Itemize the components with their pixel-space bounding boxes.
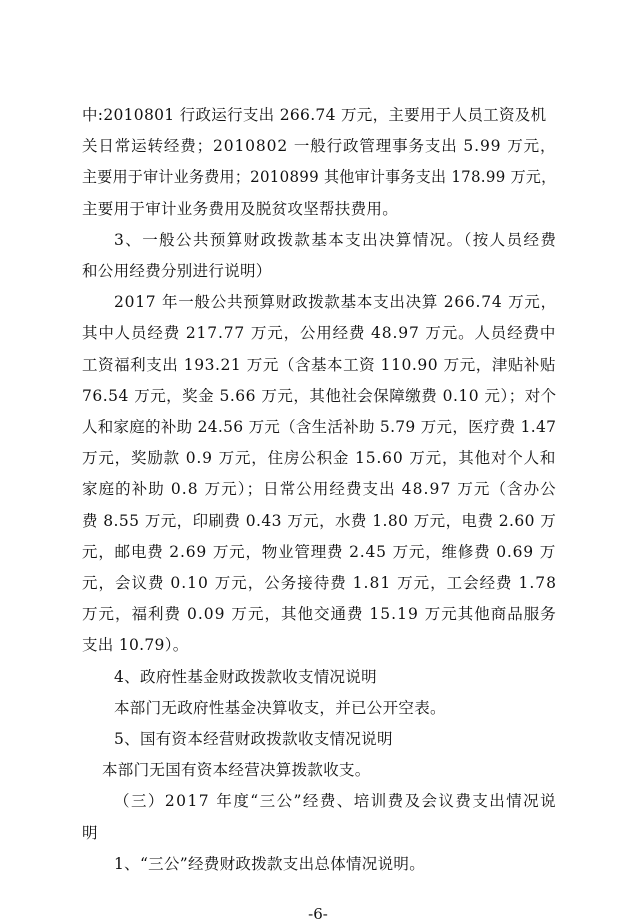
text-line: 费 8.55 万元，印刷费 0.43 万元，水费 1.80 万元，电费 2.60 万 [82, 511, 557, 530]
text-line: 2017 年一般公共预算财政拨款基本支出决算 266.74 万元， [114, 293, 557, 312]
text-line: 主要用于审计业务费用及脱贫攻坚帮扶费用。 [82, 199, 399, 218]
text-line: 本部门无国有资本经营决算拨款收支。 [102, 761, 371, 780]
text-line: 人和家庭的补助 24.56 万元（含生活补助 5.79 万元，医疗费 1.47 [82, 418, 557, 436]
text-line: 明 [82, 823, 98, 842]
section-heading: 4、政府性基金财政拨款收支情况说明 [114, 667, 377, 686]
text-line: 元，会议费 0.10 万元，公务接待费 1.81 万元，工会经费 1.78 [82, 574, 557, 592]
text-line: 其中人员经费 217.77 万元，公用经费 48.97 万元。人员经费中 [82, 324, 557, 343]
text-line: 关日常运转经费；2010802 一般行政管理事务支出 5.99 万元， [82, 137, 557, 156]
section-heading: （三）2017 年度“三公”经费、培训费及会议费支出情况说 [114, 792, 558, 811]
text-line: 工资福利支出 193.21 万元（含基本工资 110.90 万元，津贴补贴 [82, 355, 557, 374]
text-line: 万元，奖励款 0.9 万元，住房公积金 15.60 万元，其他对个人和 [82, 449, 557, 468]
section-heading: 3、一般公共预算财政拨款基本支出决算情况。（按人员经费 [114, 230, 558, 249]
text-line: 76.54 万元，奖金 5.66 万元，其他社会保障缴费 0.10 元）；对个 [82, 386, 557, 405]
section-heading: 1、“三公”经费财政拨款支出总体情况说明。 [114, 854, 426, 873]
page-number: -6- [308, 905, 328, 923]
section-heading: 5、国有资本经营财政拨款收支情况说明 [114, 730, 393, 748]
text-line: 万元，福利费 0.09 万元，其他交通费 15.19 万元其他商品服务 [82, 605, 557, 624]
text-line: 和公用经费分别进行说明） [82, 262, 272, 280]
text-line: 主要用于审计业务费用；2010899 其他审计事务支出 178.99 万元， [82, 168, 557, 187]
text-line: 家庭的补助 0.8 万元）；日常公用经费支出 48.97 万元（含办公 [82, 480, 557, 499]
text-line: 元，邮电费 2.69 万元，物业管理费 2.45 万元，维修费 0.69 万 [82, 542, 557, 561]
text-line: 支出 10.79）。 [82, 636, 189, 655]
text-line: 中:2010801 行政运行支出 266.74 万元，主要用于人员工资及机 [82, 106, 547, 124]
text-line: 本部门无政府性基金决算收支，并已公开空表。 [114, 698, 446, 717]
